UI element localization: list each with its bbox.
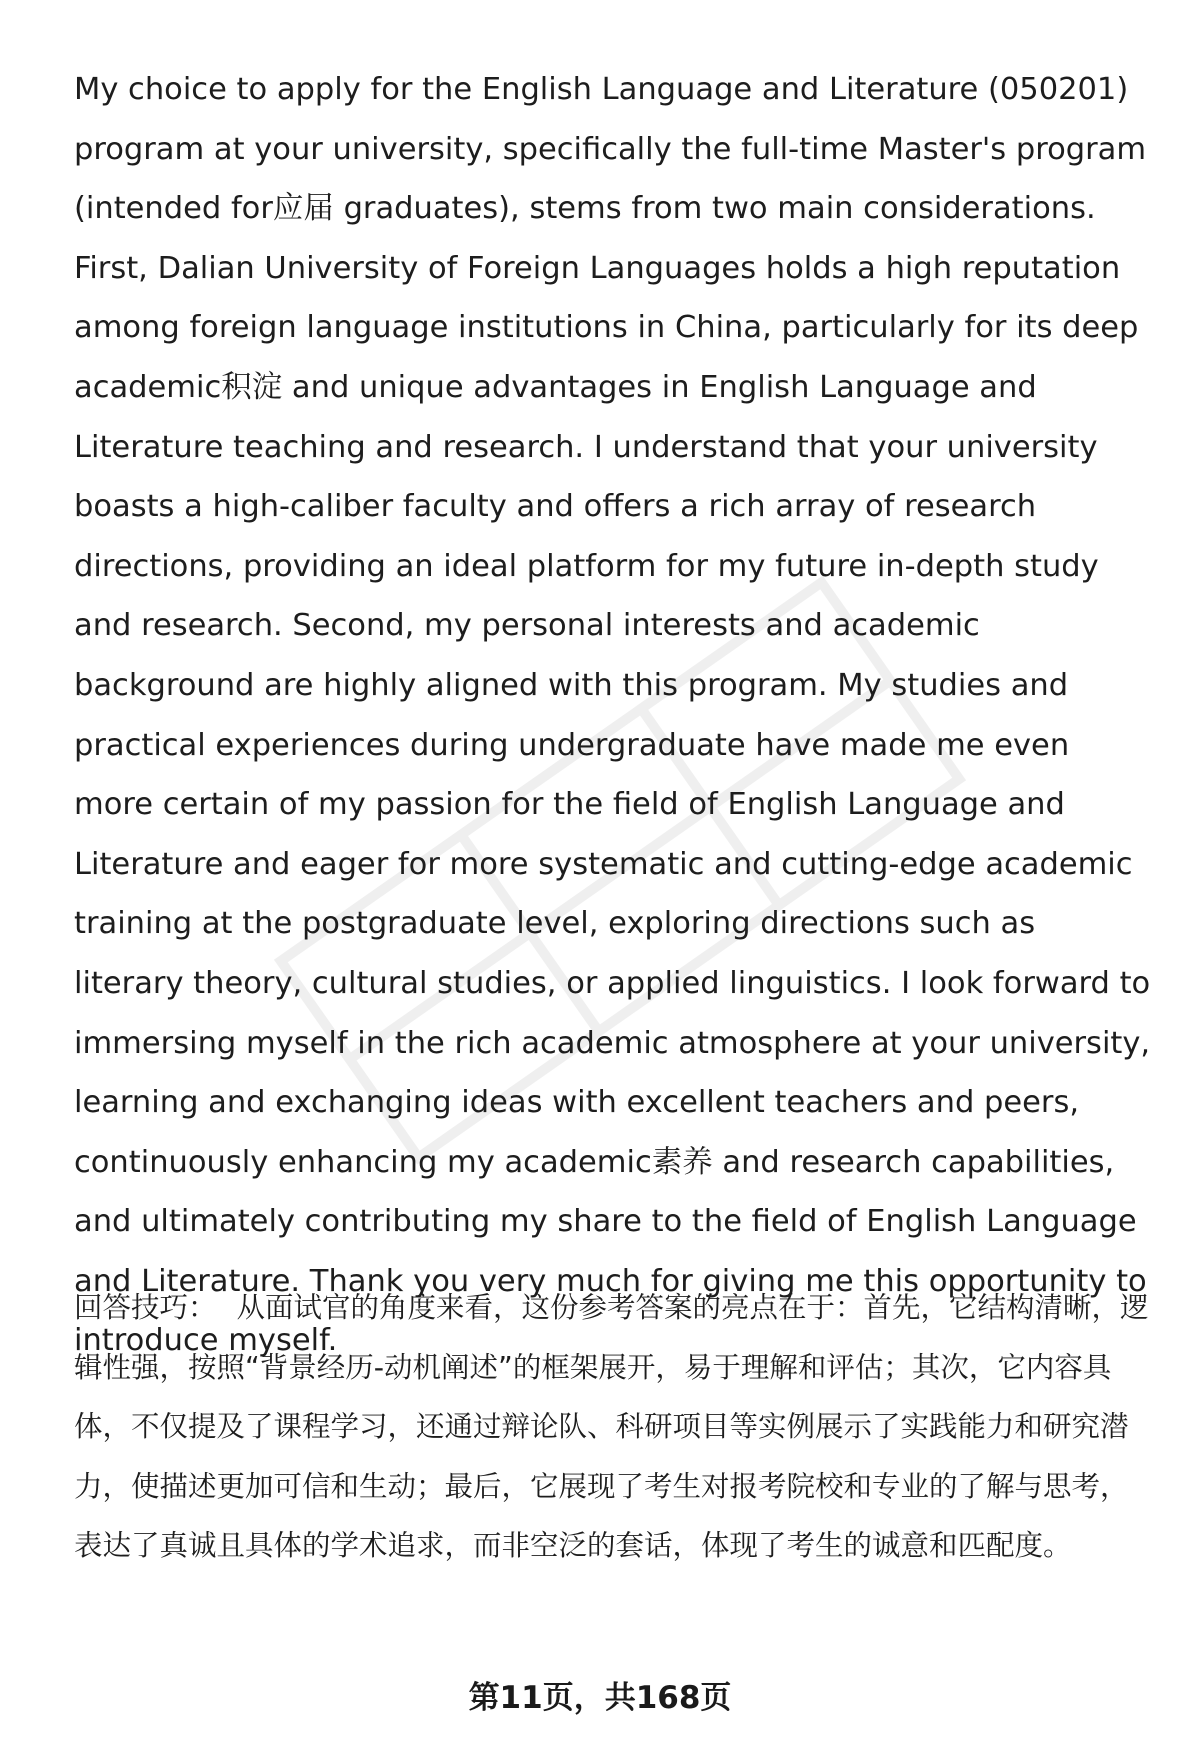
answer-paragraph: My choice to apply for the English Language and Literature (050201) program at your university, specifically the full-time Master's program (intended for应届 graduates), stems from two main considerations. First, Dalian University of Foreign Languages holds a high reputation among foreign language institutions in China, particularly for its deep academic积淀 and unique advantages in English Language and Literature teaching and research. I understand that your university boasts a high-caliber faculty and offers a rich array of research directions, providing an ideal platform for my future in-depth study and research. Second, my personal interests and academic background are highly aligned with this program. My studies and practical experiences during undergraduate have made me even more certain of my passion for the field of English Language and Literature and eager for more systematic and cutting-edge academic training at the postgraduate level, exploring directions such as literary theory, cultural studies, or applied linguistics. I look forward to immersing myself in the rich academic atmosphere at your university, learning and exchanging ideas with excellent teachers and peers, continuously enhancing my academic素养 and research capabilities, and ultimately contributing my share to the field of English Language and Literature. Thank you very much for giving me this opportunity to introduce myself. — [74, 72, 1151, 1359]
tip-label: 回答技巧： — [74, 1291, 217, 1324]
answer-tip — [74, 1278, 1154, 1576]
page-number: 第11页，共168页 — [468, 1680, 732, 1716]
tip-text: 从面试官的角度来看，这份参考答案的亮点在于：首先，它结构清晰，逻辑性强，按照“背景经历-动机阐述”的框架展开，易于理解和评估；其次，它内容具体，不仅提及了课程学习，还通过辩论队、科研项目等实例展示了实践能力和研究潜力，使描述更加可信和生动；最后，它展现了考生对报考院校和专业的了解与思考，表达了真诚且具体的学术追求，而非空泛的套话，体现了考生的诚意和匹配度。 — [74, 1291, 1149, 1562]
